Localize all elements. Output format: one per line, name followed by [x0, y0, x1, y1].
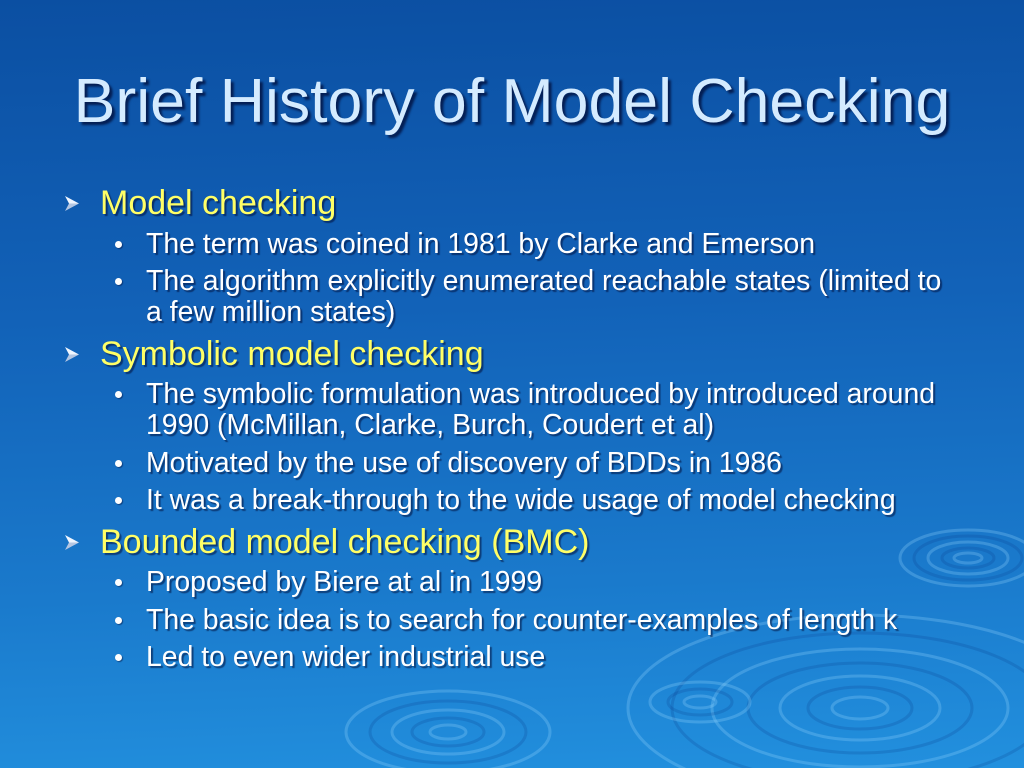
ripple-group: [346, 691, 550, 768]
slide-title: Brief History of Model Checking: [73, 66, 951, 136]
arrowhead-bullet-icon: [65, 196, 79, 211]
sub-bullet-text: The algorithm explicitly enumerated reachable states (limited to a few million states): [146, 265, 942, 328]
ripple-ring: [808, 687, 912, 729]
ripple-ring: [684, 696, 716, 708]
dot-bullet-icon: [115, 391, 122, 398]
sub-bullet-text: Motivated by the use of discovery of BDDs in 1986: [146, 446, 782, 479]
sub-bullet-text: The symbolic formulation was introduced by introduced around 1990 (McMillan, Clarke, Burch, Coudert et al): [146, 378, 936, 441]
ripple-ring: [954, 553, 982, 563]
sub-bullet-text: Proposed by Biere at al in 1999: [146, 566, 543, 598]
ripple-ring: [668, 689, 732, 715]
section-heading-item: [0, 335, 954, 373]
arrowhead-bullet-icon: [65, 535, 79, 550]
bullet-list: [0, 184, 954, 673]
section-heading: Model checking: [100, 184, 337, 222]
sub-bullet-text: The term was coined in 1981 by Clarke and Emerson: [146, 227, 816, 260]
sub-bullet-item: [0, 448, 954, 479]
ripple-group: [650, 682, 750, 722]
section-heading-item: [0, 523, 954, 561]
sub-bullet-item: [0, 266, 954, 328]
dot-bullet-icon: [115, 579, 122, 586]
section-heading-item: [0, 184, 954, 222]
sub-bullet-item: [0, 642, 954, 673]
sub-bullet-text: Led to even wider industrial use: [146, 641, 546, 673]
sub-bullet-item: [0, 605, 954, 636]
section-heading: Symbolic model checking: [100, 334, 484, 373]
arrowhead-bullet-icon: [65, 347, 79, 362]
sub-bullet-item: [0, 485, 954, 516]
dot-bullet-icon: [115, 278, 122, 285]
ripple-ring: [346, 691, 550, 768]
ripple-ring: [832, 697, 888, 719]
sub-bullet-item: [0, 229, 954, 260]
sub-bullet-item: [0, 567, 954, 598]
ripple-ring: [412, 718, 484, 746]
dot-bullet-icon: [115, 617, 122, 624]
ripple-ring: [430, 725, 466, 739]
section-heading: Bounded model checking (BMC): [100, 522, 590, 561]
dot-bullet-icon: [115, 654, 122, 661]
sub-bullet-item: [0, 379, 954, 441]
dot-bullet-icon: [115, 497, 122, 504]
sub-bullet-text: It was a break-through to the wide usage of model checking: [146, 484, 896, 516]
dot-bullet-icon: [115, 241, 122, 248]
dot-bullet-icon: [115, 460, 122, 467]
sub-bullet-text: The basic idea is to search for counter-examples of length k: [146, 603, 898, 636]
